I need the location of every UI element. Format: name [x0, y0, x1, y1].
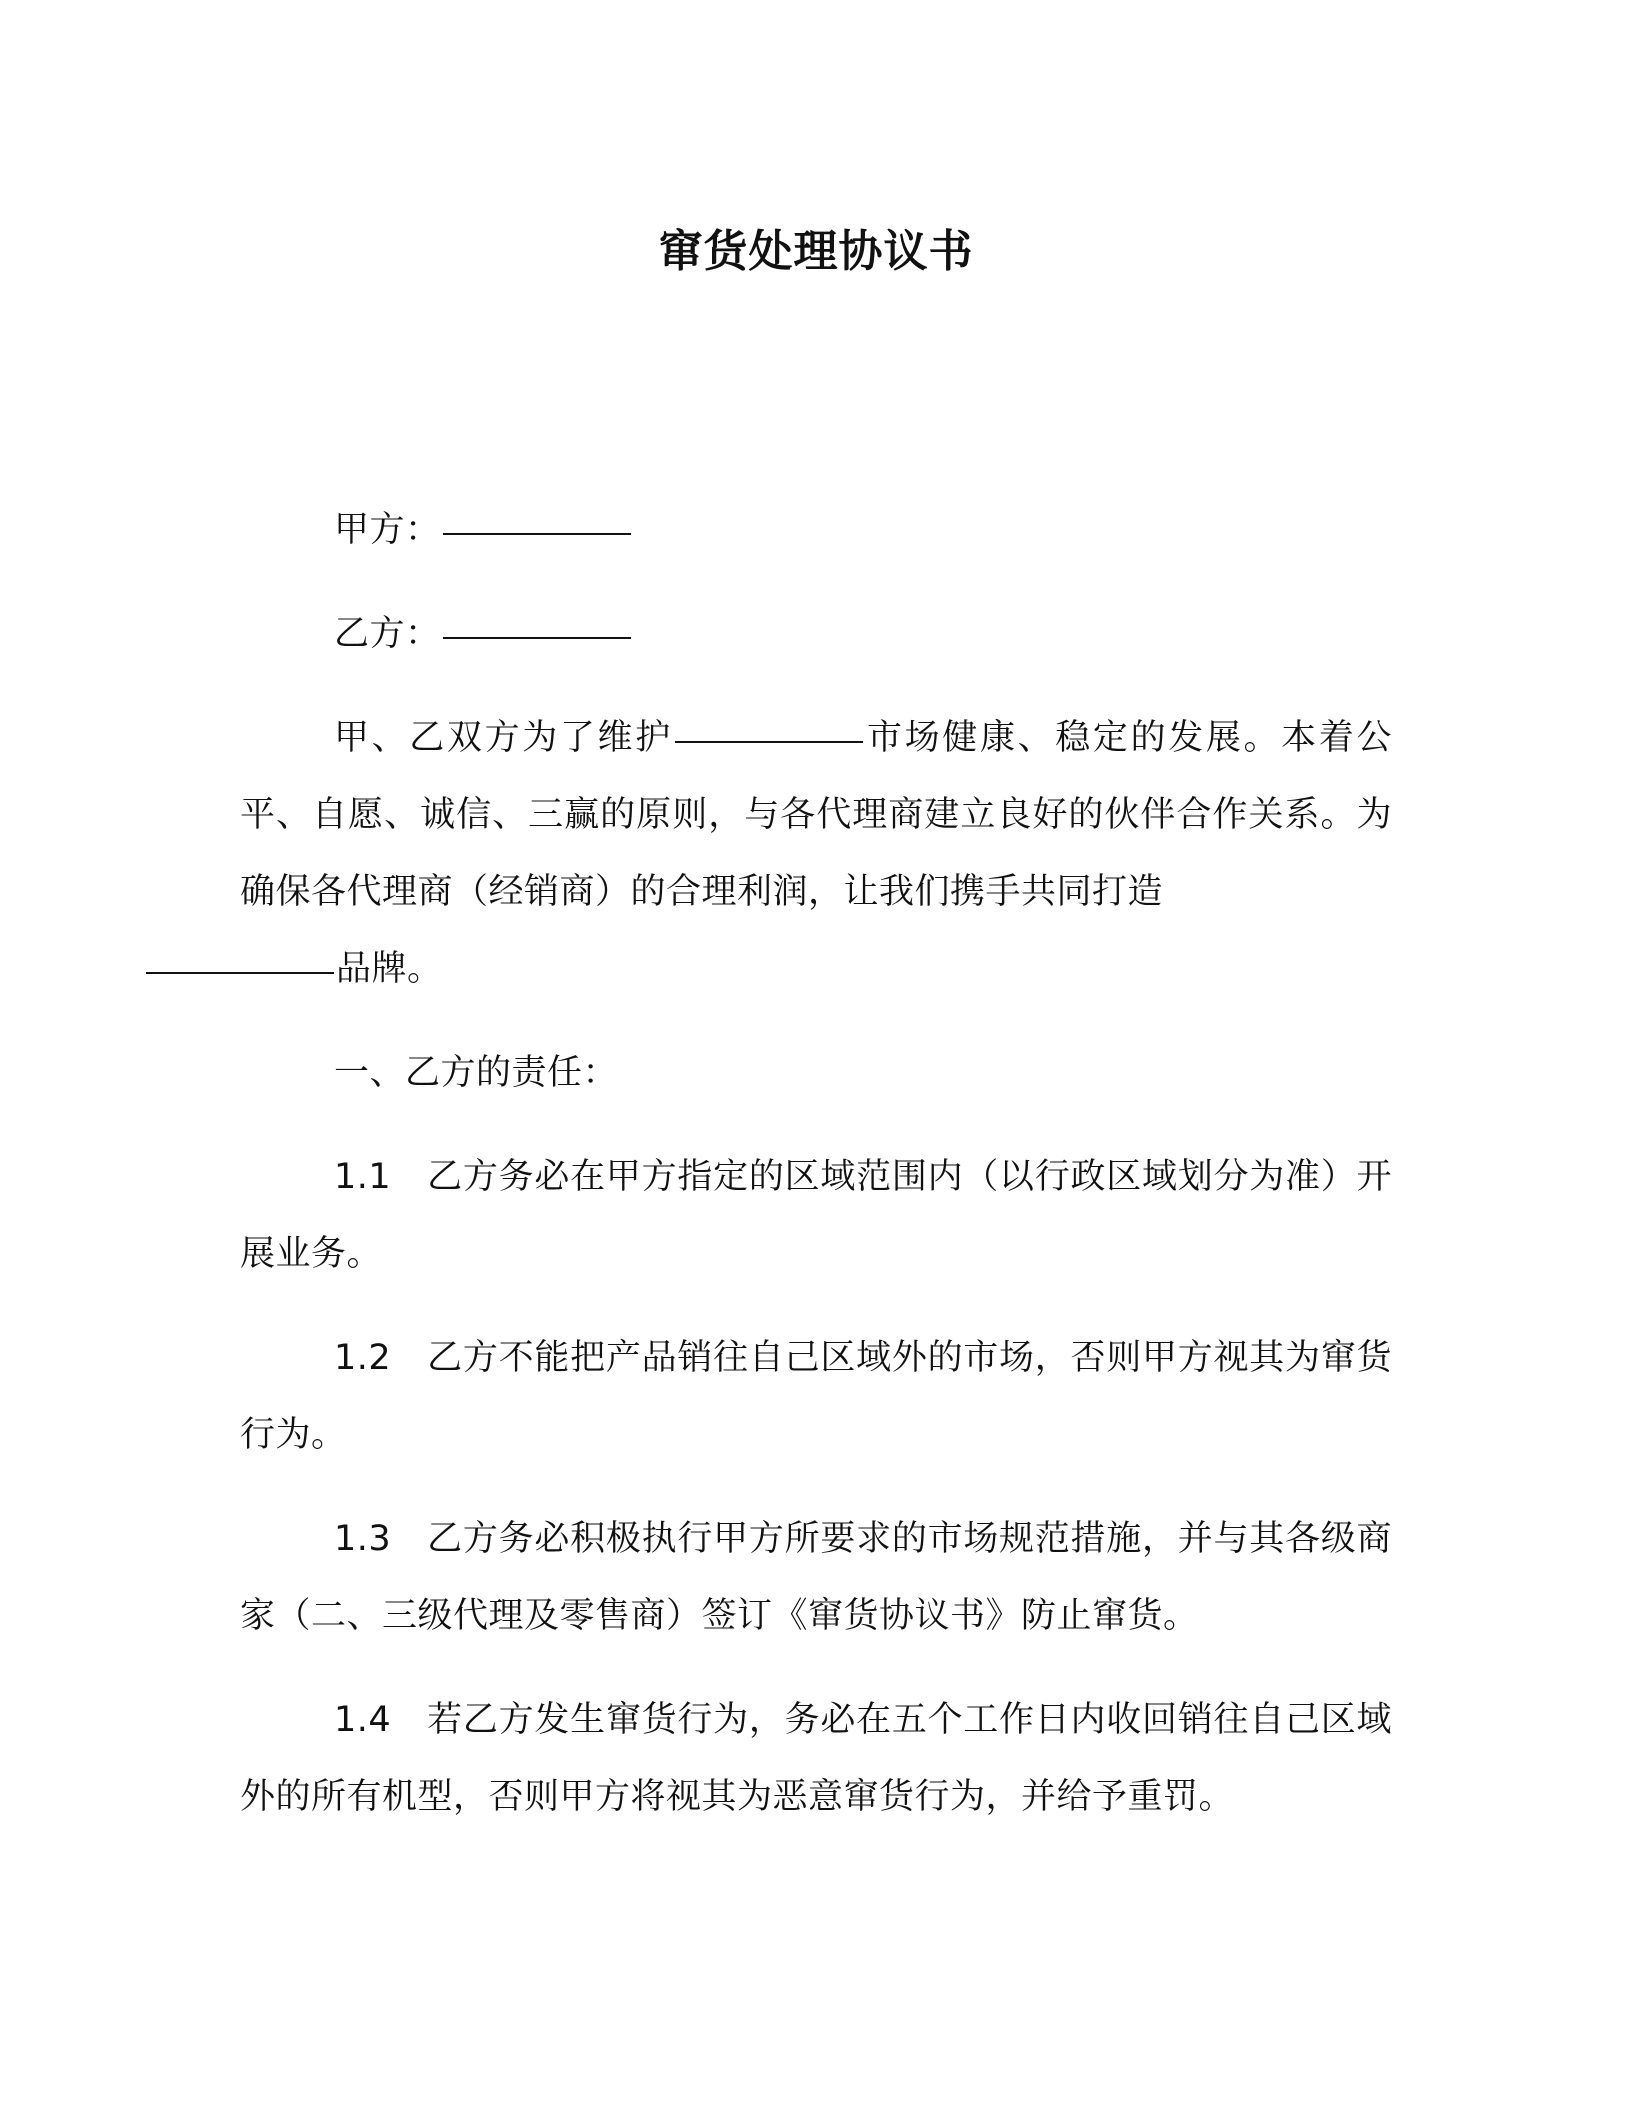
intro-part1: 甲、乙双方为了维护	[334, 718, 673, 758]
clause-1-2: 1.2 乙方不能把产品销往自己区域外的市场，否则甲方视其为窜货行为。	[240, 1338, 1392, 1455]
brand-blank	[146, 971, 334, 974]
clause-1-3: 1.3 乙方务必积极执行甲方所要求的市场规范措施，并与其各级商家（二、三级代理及零售商）签订《窜货协议书》防止窜货。	[240, 1519, 1392, 1636]
party-b-blank	[443, 636, 631, 639]
document-title: 窜货处理协议书	[658, 226, 974, 277]
clause-1-1: 1.1 乙方务必在甲方指定的区域范围内（以行政区域划分为准）开展业务。	[240, 1157, 1392, 1274]
clause-1-4: 1.4 若乙方发生窜货行为，务必在五个工作日内收回销往自己区域外的所有机型，否则甲方将视其为恶意窜货行为，并给予重罚。	[240, 1700, 1392, 1817]
party-a-label: 甲方：	[334, 510, 441, 550]
intro-paragraph	[240, 700, 1392, 1008]
party-a-blank	[443, 532, 631, 535]
party-b-label: 乙方：	[334, 614, 441, 654]
section1-heading: 一、乙方的责任：	[334, 1053, 619, 1093]
document-body	[240, 492, 1392, 1863]
party-a-line	[240, 492, 1392, 569]
intro-part3: 品牌。	[336, 949, 443, 989]
market-blank	[675, 740, 863, 743]
intro-part2: 市场健康、稳定的发展。本着公平、自愿、诚信、三赢的原则，与各代理商建立良好的伙伴合作关系。为确保各代理商（经销商）的合理利润，让我们携手共同打造	[240, 718, 1392, 912]
party-b-line	[240, 596, 1392, 673]
